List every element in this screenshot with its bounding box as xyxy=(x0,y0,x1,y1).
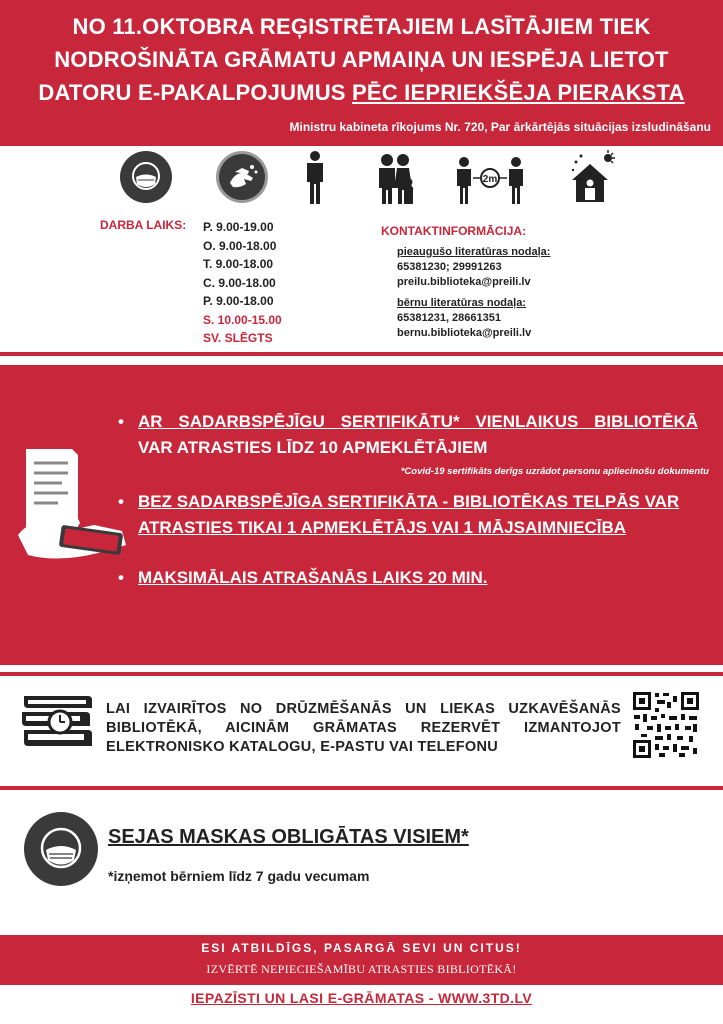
rule-certificate-line1: AR SADARBSPĒJĪGU SERTIFIKĀTU* VIENLAIKUS BIBLIOTĒKĀ xyxy=(138,412,698,431)
svg-text:2m: 2m xyxy=(482,174,498,185)
person-icon xyxy=(303,150,327,206)
divider xyxy=(0,786,723,790)
mask-icon xyxy=(119,150,173,204)
stay-home-icon xyxy=(568,150,616,204)
footer-slogan: ESI ATBILDĪGS, PASARGĀ SEVI UN CITUS! xyxy=(201,941,522,955)
children-department-phone[interactable]: 65381231, 28661351 xyxy=(397,312,501,324)
adult-department-contact xyxy=(397,245,550,290)
children-department-email[interactable]: bernu.biblioteka@preili.lv xyxy=(397,327,532,339)
rule-no-certificate-line1: BEZ SADARBSPĒJĪGA SERTIFIKĀTA - BIBLIOTĒKAS TELPĀS VAR xyxy=(138,492,680,511)
phone-certificate-icon xyxy=(18,445,130,565)
hours-thursday: C. 9.00-18.00 xyxy=(203,275,276,290)
hours-friday: P. 9.00-18.00 xyxy=(203,294,274,308)
mask-exception-note: *izņemot bērniem līdz 7 gadu vecumam xyxy=(108,868,370,884)
ebook-link[interactable]: IEPAZĪSTI UN LASI E-GRĀMATAS - WWW.3TD.LV xyxy=(190,990,533,1006)
adult-department-phone[interactable]: 65381230; 29991263 xyxy=(397,261,502,273)
opening-hours-list xyxy=(203,218,282,348)
footer-advice: IZVĒRTĒ NEPIECIEŠAMĪBU ATRASTIES BIBLIOTĒKĀ! xyxy=(206,962,517,976)
divider xyxy=(0,672,723,676)
reservation-info: LAI IZVAIRĪTOS NO DRŪZMĒŠANĀS UN LIEKAS UZKAVĒŠANĀS BIBLIOTĒKĀ, AICINĀM GRĀMATAS REZERVĒT IZMANTOJOT ELEKTRONISKO KATALOGU, E-PASTU VAI TELEFONU xyxy=(106,701,621,755)
covid-certificate-note: *Covid-19 sertifikāts derīgs uzrādot personu apliecinošu dokumentu xyxy=(400,466,709,477)
footer-band xyxy=(0,935,723,985)
distance-2m-icon xyxy=(455,150,525,206)
hours-saturday: S. 10.00-15.00 xyxy=(203,312,282,327)
qr-code[interactable] xyxy=(631,690,701,760)
opening-hours-label: DARBA LAIKS: xyxy=(100,218,187,232)
rules-band: • AR SADARBSPĒJĪGU SERTIFIKĀTU* VIENLAIKUS BIBLIOTĒKĀ VAR ATRASTIES LĪDZ 10 APMEKLĒTĀJIEM *Covid-19 sertifikāts derīgs uzrādot personu apliecinošu dokumentu • BEZ SADARBSPĒJĪGA SERTIFIKĀTA - BIBLIOTĒKAS TELPĀS VAR ATRASTIES TIKAI 1 APMEKLĒTĀJS VAI 1 MĀJSAIMNIECĪBA • MAKSIMĀLAIS ATRAŠANĀS LAIKS 20 MIN. xyxy=(0,365,723,665)
decree-reference: Ministru kabineta rīkojums Nr. 720, Par ārkārtējās situācijas izsludināšanu xyxy=(289,120,711,134)
rule-no-certificate-line2: ATRASTIES TIKAI 1 APMEKLĒTĀJS VAI 1 MĀJSAIMNIECĪBA xyxy=(138,518,627,537)
contact-heading: KONTAKTINFORMĀCIJA: xyxy=(381,224,527,238)
adult-department-title: pieaugušo literatūras nodaļa: xyxy=(397,246,551,258)
divider xyxy=(0,352,723,356)
rule-certificate-line2: VAR ATRASTIES LĪDZ 10 APMEKLĒTĀJIEM xyxy=(138,438,488,457)
mask-heading: SEJAS MASKAS OBLIGĀTAS VISIEM* xyxy=(108,826,469,848)
children-department-contact xyxy=(397,296,531,341)
icon-row xyxy=(0,150,723,210)
children-department-title: bērnu literatūras nodaļa: xyxy=(397,297,526,309)
hours-tuesday: O. 9.00-18.00 xyxy=(203,238,277,253)
rule-max-time-text: MAKSIMĀLAIS ATRAŠANĀS LAIKS 20 MIN. xyxy=(138,568,488,587)
header-band xyxy=(0,0,723,146)
page-title: NO 11.OKTOBRA REĢISTRĒTAJIEM LASĪTĀJIEM TIEK NODROŠINĀTA GRĀMATU APMAIŅA UN IESPĒJA LIETOT DATORU E-PAKALPOJUMUS PĒC IEPRIEKŠĒJA PIERAKSTA xyxy=(38,14,685,105)
hours-sunday: SV. SLĒGTS xyxy=(203,331,273,345)
hours-wednesday: T. 9.00-18.00 xyxy=(203,257,274,271)
family-icon xyxy=(376,150,416,206)
books-clock-icon xyxy=(20,694,94,750)
hours-monday: P. 9.00-19.00 xyxy=(203,220,274,234)
face-mask-icon xyxy=(24,812,98,886)
adult-department-email[interactable]: preilu.biblioteka@preili.lv xyxy=(397,276,531,288)
hand-wash-icon xyxy=(215,150,269,204)
